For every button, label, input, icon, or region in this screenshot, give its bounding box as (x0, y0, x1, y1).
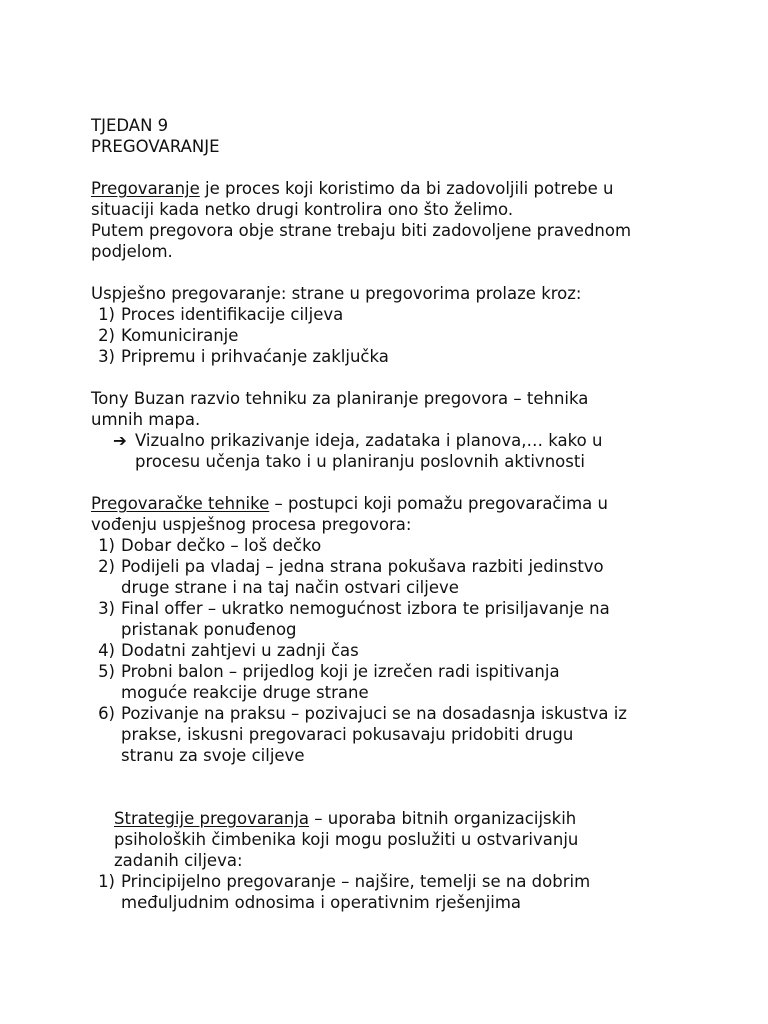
list-item (91, 304, 343, 325)
list-number: 1) (98, 536, 115, 555)
list-item (91, 535, 321, 556)
arrow-bullet-item (113, 430, 602, 451)
list-text: Principijelno pregovaranje – najšire, temelji se na dobrim (121, 872, 591, 891)
bullet-text: Vizualno prikazivanje ideja, zadataka i planova,… kako u (135, 431, 603, 450)
list-text-continued: pristanak ponuđenog (121, 620, 297, 639)
techniques-line-2: vođenju uspješnog procesa pregovora: (91, 515, 412, 534)
list-number: 2) (98, 557, 115, 576)
list-item (91, 661, 560, 682)
buzan-line-1: Tony Buzan razvio tehniku za planiranje pregovora – tehnika (91, 389, 589, 408)
list-text-continued: moguće reakcije druge strane (121, 683, 369, 702)
intro-line-3: Putem pregovora obje strane trebaju biti zadovoljene pravednom (91, 221, 632, 240)
strategies-line-1 (114, 808, 576, 829)
strategies-line-3: zadanih ciljeva: (114, 851, 243, 870)
list-text: Final offer – ukratko nemogućnost izbora te prisiljavanje na (121, 599, 610, 618)
buzan-line-2: umnih mapa. (91, 410, 201, 429)
list-item (91, 346, 389, 367)
list-item (91, 325, 238, 346)
list-text: Pozivanje na praksu – pozivajuci se na dosadasnja iskustva iz (121, 704, 627, 723)
list-number: 6) (98, 704, 115, 723)
list-text: Pripremu i prihvaćanje zaključka (121, 347, 389, 366)
list-text: Podijeli pa vladaj – jedna strana pokušava razbiti jedinstvo (121, 557, 604, 576)
list-text-continued: stranu za svoje ciljeve (121, 746, 305, 765)
strategies-term: Strategije pregovaranja (114, 809, 310, 828)
list-number: 1) (98, 305, 115, 324)
list-item (91, 598, 610, 619)
week-heading: TJEDAN 9 (91, 116, 169, 135)
strategies-line-1-text: – uporaba bitnih organizacijskih (309, 809, 577, 828)
list-text: Komuniciranje (121, 326, 239, 345)
list-text: Proces identifikacije ciljeva (121, 305, 344, 324)
arrow-bullet-icon: ➔ (113, 431, 127, 450)
list-number: 3) (98, 599, 115, 618)
list-item (91, 640, 359, 661)
list-text: Probni balon – prijedlog koji je izrečen radi ispitivanja (121, 662, 560, 681)
techniques-line-1 (91, 493, 608, 514)
topic-heading: PREGOVARANJE (91, 137, 220, 156)
list-number: 3) (98, 347, 115, 366)
list-number: 5) (98, 662, 115, 681)
intro-line-4: podjelom. (91, 242, 173, 261)
list-number: 1) (98, 872, 115, 891)
list-text: Dodatni zahtjevi u zadnji čas (121, 641, 359, 660)
list-text-continued: druge strane i na taj način ostvari ciljeve (121, 578, 459, 597)
bullet-text-continued: procesu učenja tako i u planiranju poslovnih aktivnosti (135, 452, 585, 471)
list-text-continued: prakse, iskusni pregovaraci pokusavaju pridobiti drugu (121, 725, 574, 744)
list-item (91, 556, 604, 577)
list-number: 2) (98, 326, 115, 345)
intro-line-1-text: je proces koji koristimo da bi zadovoljili potrebe u (199, 179, 614, 198)
intro-line-2: situaciji kada netko drugi kontrolira ono što želimo. (91, 200, 514, 219)
success-lead: Uspješno pregovaranje: strane u pregovorima prolaze kroz: (91, 284, 582, 303)
intro-line-1 (91, 178, 613, 199)
techniques-line-1-text: – postupci koji pomažu pregovaračima u (269, 494, 608, 513)
list-number: 4) (98, 641, 115, 660)
strategies-line-2: psiholoških čimbenika koji mogu poslužiti u ostvarivanju (114, 830, 579, 849)
intro-term: Pregovaranje (91, 179, 200, 198)
list-text-continued: međuljudnim odnosima i operativnim rješenjima (121, 893, 522, 912)
list-item (91, 871, 590, 892)
techniques-term: Pregovaračke tehnike (91, 494, 270, 513)
list-text: Dobar dečko – loš dečko (121, 536, 322, 555)
list-item (91, 703, 627, 724)
